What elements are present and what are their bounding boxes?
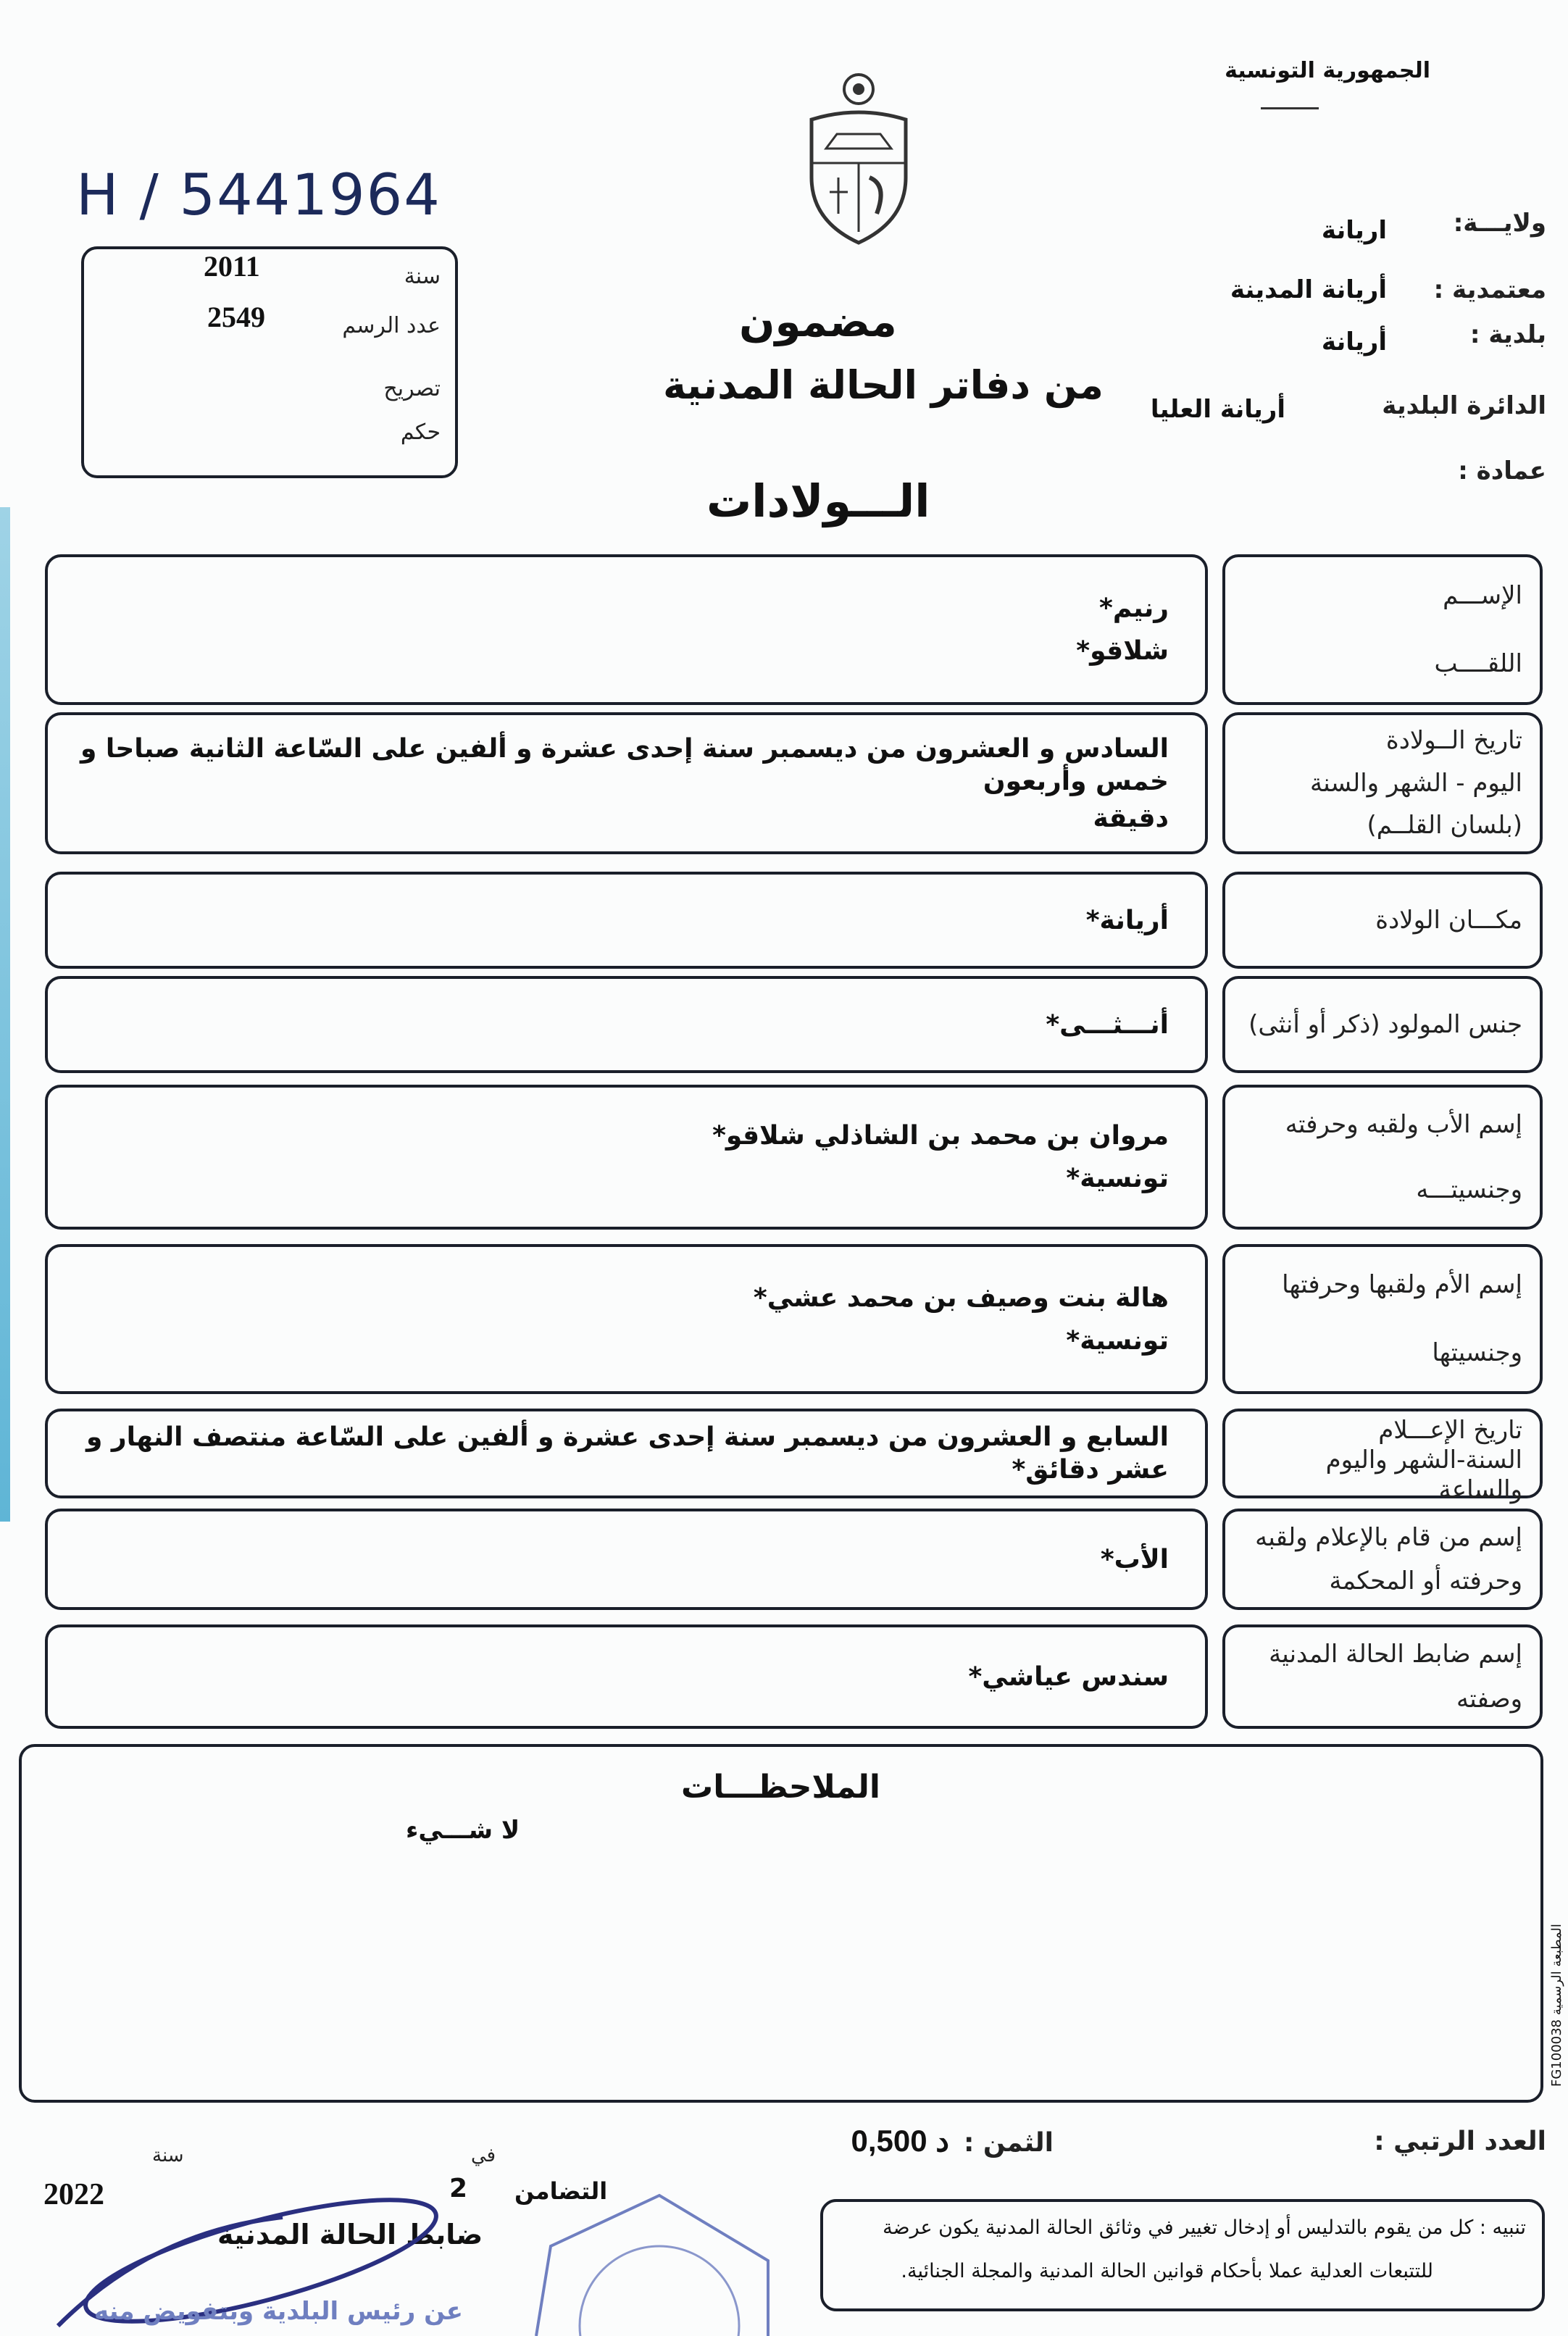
row-name-value-box [45, 554, 1208, 705]
row-name-value: شلاقو* [1076, 636, 1169, 666]
title-civil-registry: من دفاتر الحالة المدنية [663, 362, 1104, 408]
row-declaration-date-label: تاريخ الإعـــلام [1378, 1416, 1522, 1445]
governorate-value: اريانة [1321, 216, 1387, 245]
row-sex-value-box [45, 976, 1208, 1073]
row-birth-date-label-box [1222, 712, 1543, 854]
price-value: 0,500 د [851, 2124, 949, 2158]
row-mother-value-box [45, 1244, 1208, 1394]
section-title-births: الـــولادات [706, 475, 930, 527]
price-label: الثمن : [963, 2128, 1054, 2158]
republic-title: الجمهورية التونسية [1225, 58, 1430, 83]
row-declaration-date-label: السنة-الشهر واليوم والساعة [1325, 1445, 1522, 1504]
row-birth-date-value-box [45, 712, 1208, 854]
row-civil-officer-value: سندس عياشي* [968, 1661, 1169, 1692]
municipal-district-label: الدائرة البلدية [1382, 391, 1546, 420]
tunisia-coat-of-arms-icon [797, 69, 920, 250]
row-birth-date-value: السادس و العشرون من ديسمبر سنة إحدى عشرة و ألفين على السّاعة الثانية صباحا و خمس وأربعون [80, 733, 1169, 796]
governorate-label: ولايـــة: [1453, 209, 1546, 238]
row-declaration-date-value: السابع و العشرون من ديسمبر سنة إحدى عشرة و ألفين على السّاعة منتصف النهار و عشر دقائق* [86, 1422, 1169, 1485]
row-sex-value: أنـــثـــى* [1046, 1009, 1169, 1040]
stamp-text: عن رئيس البلدية وبتفويض منه [94, 2297, 463, 2326]
printer-mark: المطبعة الرسمية FG100038 [1549, 1924, 1564, 2087]
document-serial: H / 5441964 [76, 163, 441, 228]
title-extract: مضمون [739, 297, 897, 346]
delegation-label: معتمدية : [1433, 275, 1546, 304]
remarks-box [19, 1744, 1543, 2103]
row-declarant-label: وحرفته أو المحكمة [1329, 1566, 1522, 1595]
issue-place: التضامن [514, 2177, 608, 2205]
municipal-district-value: أريانة العليا [1150, 395, 1285, 424]
row-father-label-box [1222, 1085, 1543, 1230]
row-declarant-value: الأب* [1100, 1544, 1169, 1574]
municipality-value: أريانة [1321, 328, 1387, 356]
row-birth-place-value: أريانة* [1085, 905, 1169, 935]
row-name-label: اللقــــب [1434, 648, 1522, 678]
record-number-label: عدد الرسم [342, 313, 441, 338]
row-father-label: وجنسيتـــه [1416, 1175, 1522, 1204]
issue-day: 2 [449, 2174, 468, 2203]
row-name-label: الإســـم [1443, 580, 1522, 610]
sector-label: عمادة : [1458, 456, 1546, 485]
row-declaration-date-value-box [45, 1409, 1208, 1498]
row-birth-date-value: دقيقة [1093, 803, 1169, 833]
row-mother-label-box [1222, 1244, 1543, 1394]
year-footer-label: سنة [152, 2145, 184, 2166]
delegation-value: أريانة المدينة [1230, 275, 1387, 304]
row-declarant-value-box [45, 1509, 1208, 1610]
warning-line-2: للتتبعات العدلية عملا بأحكام قوانين الحالة المدنية والمجلة الجنائية. [901, 2260, 1433, 2282]
row-mother-value: تونسية* [1066, 1325, 1169, 1356]
row-name-label-box [1222, 554, 1543, 705]
row-mother-value: هالة بنت وصيف بن محمد عشي* [753, 1282, 1169, 1313]
row-declaration-date-label-box [1222, 1409, 1543, 1504]
row-civil-officer-label: إسم ضابط الحالة المدنية [1269, 1639, 1522, 1669]
municipality-label: بلدية : [1469, 320, 1546, 349]
row-civil-officer-value-box [45, 1624, 1208, 1729]
row-name-value: رنيم* [1099, 593, 1169, 623]
row-birth-place-label-box [1222, 872, 1543, 969]
row-birth-date-label: تاريخ الــولادة [1385, 725, 1522, 755]
year-value: 2011 [204, 250, 260, 283]
divider [1261, 107, 1319, 109]
row-sex-label: جنس المولود (ذكر أو أنثى) [1248, 1009, 1522, 1039]
row-father-value: تونسية* [1066, 1164, 1169, 1193]
price-group [851, 2123, 1054, 2158]
row-birth-place-value-box [45, 872, 1208, 969]
row-civil-officer-label-box [1222, 1624, 1543, 1729]
serial-number-label: العدد الرتبي : [1374, 2127, 1546, 2156]
scan-edge [0, 507, 10, 1522]
warning-box [820, 2199, 1545, 2311]
warning-line-1: تنبيه : كل من يقوم بالتدليس أو إدخال تغيير في وثائق الحالة المدنية يكون عرضة [883, 2216, 1526, 2239]
row-sex-label-box [1222, 976, 1543, 1073]
row-declarant-label: إسم من قام بالإعلام ولقبه [1255, 1522, 1522, 1552]
row-father-value-box [45, 1085, 1208, 1230]
registration-box [81, 246, 458, 478]
issue-year: 2022 [43, 2178, 104, 2211]
row-declarant-label-box [1222, 1509, 1543, 1610]
row-mother-label: وجنسيتها [1432, 1338, 1522, 1367]
row-father-label: إسم الأب ولقبه وحرفته [1285, 1109, 1522, 1139]
row-father-value: مروان بن محمد بن الشاذلي شلاقو* [712, 1121, 1169, 1151]
official-stamp-icon [522, 2188, 783, 2336]
officer-title: ضابط الحالة المدنية [217, 2219, 483, 2251]
judgment-label: حكم [400, 420, 441, 445]
row-mother-label: إسم الأم ولقبها وحرفتها [1282, 1270, 1522, 1300]
remarks-value: لا شـــيء [406, 1816, 520, 1845]
year-label: سنة [404, 264, 441, 289]
in-label: في [471, 2145, 496, 2166]
row-civil-officer-label: وصفته [1456, 1684, 1522, 1714]
record-number-value: 2549 [207, 301, 265, 333]
declaration-label: تصريح [383, 376, 441, 401]
row-birth-date-label: اليوم - الشهر والسنة [1310, 768, 1522, 798]
remarks-title: الملاحظـــات [681, 1769, 880, 1806]
row-birth-date-label: (بلسان القلــم) [1367, 811, 1522, 840]
row-birth-place-label: مكـــان الولادة [1375, 905, 1522, 935]
